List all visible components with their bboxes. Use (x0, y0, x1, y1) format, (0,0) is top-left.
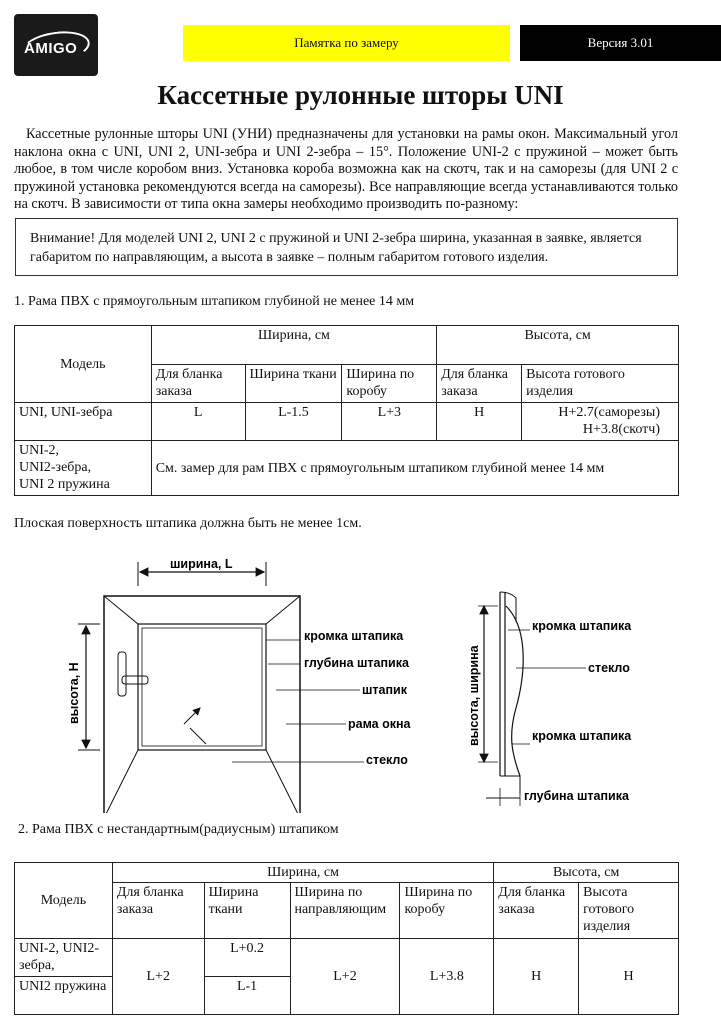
model-line: UNI2-зебра, (19, 460, 92, 475)
bead-depth-pointer (184, 708, 200, 724)
section-1-title: 1. Рама ПВХ с прямоугольным штапиком глубиной не менее 14 мм (14, 294, 415, 309)
cell-box-width: L+3 (342, 403, 437, 441)
model-line: UNI 2 пружина (19, 477, 110, 492)
profile-bottom (500, 776, 520, 794)
cell-product-height: H (579, 939, 679, 1015)
bead-label: штапик (362, 683, 407, 697)
frame-corner (266, 750, 300, 813)
sub-product-height: Высота готового изделия (579, 883, 679, 939)
height-tape: H+3.8(скотч) (582, 422, 660, 437)
bead-depth-label: глубина штапика (304, 656, 409, 670)
cell-fabric-width: L-1 (204, 977, 290, 1015)
cell-see-note: См. замер для рам ПВХ с прямоугольным штапиком глубиной менее 14 мм (151, 441, 678, 496)
table-section-2 (14, 862, 679, 1015)
frame-corner (104, 750, 138, 813)
row-model: UNI2 пружина (15, 977, 113, 1015)
handle-plate-icon (118, 652, 126, 696)
cell-guide-width: L+2 (290, 939, 400, 1015)
cell-order-width: L+2 (112, 939, 204, 1015)
sub-order-width: Для бланка заказа (151, 365, 245, 403)
sub-order-width: Для бланка заказа (112, 883, 204, 939)
page-header (0, 0, 721, 72)
cell-fabric-width: L-1.5 (245, 403, 342, 441)
sub-order-height: Для бланка заказа (437, 365, 522, 403)
table-section-1 (14, 325, 679, 496)
table-row (15, 403, 679, 441)
width-label: ширина, L (170, 557, 233, 571)
cell-order-width: L (151, 403, 245, 441)
sub-product-height: Высота готового изделия (522, 365, 679, 403)
sub-box-width: Ширина по коробу (342, 365, 437, 403)
header-width: Ширина, см (112, 863, 493, 883)
row-model: UNI-2, UNI2-зебра, (15, 939, 113, 977)
window-frame-inner (138, 624, 266, 750)
logo-text: AMIGO (24, 40, 78, 57)
sub-fabric-width: Ширина ткани (204, 883, 290, 939)
bead-depth-tick (190, 728, 206, 744)
sub-fabric-width: Ширина ткани (245, 365, 342, 403)
row-model: UNI, UNI-зебра (15, 403, 152, 441)
page-title: Кассетные рулонные шторы UNI (157, 80, 564, 110)
measurement-diagram (0, 548, 721, 813)
frame-corner (104, 596, 138, 624)
header-model: Модель (15, 326, 152, 403)
side-bead-edge-top-label: кромка штапика (532, 619, 632, 633)
profile-outline (500, 592, 523, 776)
header-model: Модель (15, 863, 113, 939)
intro-paragraph: Кассетные рулонные шторы UNI (УНИ) предназначены для установки на рамы окон. Максимальный угол наклона окна с UNI, UNI 2, UNI-зебра и UNI 2-зебра – 15°. Положение UNI-2 с пружиной – может быть любое, в том числе коробом вниз. Установка короба возможна как на скотч, так и на саморезы (для UNI 2 с пружиной установка рекомендуются всегда на саморезы). Все направляющие всегда устанавливаются только на скотч. В зависимости от типа окна замеры необходимо производить по-разному: (14, 126, 678, 212)
section-2-title: 2. Рама ПВХ с нестандартным(радиусным) штапиком (18, 822, 339, 837)
model-line: UNI-2, (19, 443, 60, 458)
glass-label: стекло (366, 753, 408, 767)
header-height: Высота, см (437, 326, 679, 365)
cell-box-width: L+3.8 (400, 939, 494, 1015)
sub-guide-width: Ширина по направляющим (290, 883, 400, 939)
cell-product-height (522, 403, 679, 441)
side-bead-edge-bottom-label: кромка штапика (532, 729, 632, 743)
header-width: Ширина, см (151, 326, 437, 365)
memo-banner: Памятка по замеру (183, 25, 510, 61)
cell-order-height: H (494, 939, 579, 1015)
height-screws: H+2.7(саморезы) (558, 405, 660, 420)
sub-box-width: Ширина по коробу (400, 883, 494, 939)
version-badge: Версия 3.01 (520, 25, 721, 61)
side-glass-label: стекло (588, 661, 630, 675)
sub-order-height: Для бланка заказа (494, 883, 579, 939)
profile-top (500, 592, 516, 622)
frame-label: рама окна (348, 717, 411, 731)
table-row (15, 939, 679, 977)
cell-fabric-width: L+0.2 (204, 939, 290, 977)
header-height: Высота, см (494, 863, 679, 883)
bead-edge-label: кромка штапика (304, 629, 404, 643)
row-model (15, 441, 152, 496)
side-bead-depth-label: глубина штапика (524, 789, 629, 803)
frame-corner (266, 596, 300, 624)
notice-box: Внимание! Для моделей UNI 2, UNI 2 с пружиной и UNI 2-зебра ширина, указанная в заявке, является габаритом по направляющим, а высота в заявке – полным габаритом готового изделия. (15, 218, 678, 276)
cell-order-height: H (437, 403, 522, 441)
flat-surface-note: Плоская поверхность штапика должна быть не менее 1см. (14, 516, 362, 531)
table-row (15, 441, 679, 496)
amigo-logo (14, 14, 98, 76)
height-label: высота, H (67, 662, 81, 724)
side-height-label: высота, ширина (467, 645, 481, 746)
window-frame-outer (104, 596, 300, 813)
glass-pane (142, 628, 262, 746)
